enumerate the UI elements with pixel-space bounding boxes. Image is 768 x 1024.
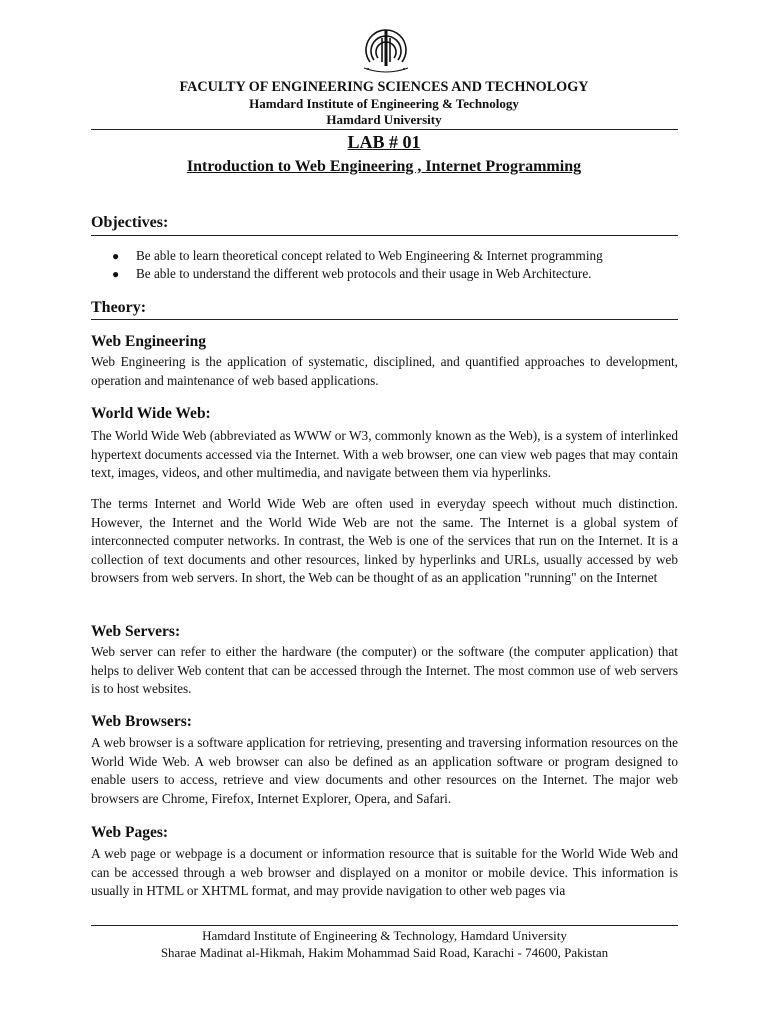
institute-heading: Hamdard Institute of Engineering & Technology [249,96,519,111]
www-paragraph-1: The World Wide Web (abbreviated as WWW or W3, commonly known as the Web), is a system of interlinked hypertext documents accessed via the Internet. With a web browser, one can view web pages that may contain text, images, videos, and other multimedia, and navigate between them via hyperlinks. [91,428,678,481]
web-browsers-text: A web browser is a software application for retrieving, presenting and traversing information resources on the World Wide Web. A web browser can also be defined as an application software or program designed to enable users to access, retrieve and view documents and other resources on the Internet. The major web browsers are Chrome, Firefox, Internet Explorer, Opera, and Safari. [91,735,678,806]
web-engineering-text: Web Engineering is the application of systematic, disciplined, and quantified approaches to development, operation and maintenance of web based applications. [91,354,678,388]
lab-title: Introduction to Web Engineering , Internet Programming [186,158,582,175]
objectives-heading: Objectives: [91,214,169,231]
theory-divider [91,319,678,320]
objective-text: Be able to understand the different web protocols and their usage in Web Architecture. [136,266,592,281]
objectives-divider [91,235,678,236]
web-servers-text: Web server can refer to either the hardware (the computer) or the software (the computer application) that helps to deliver Web content that can be accessed through the Internet. The most common use of web servers is to host websites. [91,644,678,697]
web-servers-heading: Web Servers: [91,623,181,640]
faculty-heading: FACULTY OF ENGINEERING SCIENCES AND TECHNOLOGY [179,79,589,95]
university-logo-icon [352,22,420,78]
objectives-list [112,247,678,283]
footer-line-1: Hamdard Institute of Engineering & Technology, Hamdard University [202,928,567,943]
theory-heading: Theory: [91,299,147,316]
list-item [112,247,678,265]
university-heading: Hamdard University [326,112,442,127]
web-pages-text: A web page or webpage is a document or information resource that is suitable for the World Wide Web and can be accessed through a web browser and displayed on a monitor or mobile device. This information is usually in HTML or XHTML format, and may provide navigation to other web pages via [91,846,678,899]
web-pages-heading: Web Pages: [91,824,169,841]
footer-line-2: Sharae Madinat al-Hikmah, Hakim Mohammad Said Road, Karachi - 74600, Pakistan [160,945,609,960]
web-browsers-heading: Web Browsers: [91,713,192,730]
www-paragraph-2: The terms Internet and World Wide Web are often used in everyday speech without much distinction. However, the Internet and the World Wide Web are not the same. The Internet is a global system of interconnected computer networks. In contrast, the Web is one of the services that run on the Internet. It is a collection of text documents and other resources, linked by hyperlinks and URLs, usually accessed by web browsers from web servers. In short, the Web can be thought of as an application "running" on the Internet [91,496,678,586]
header-divider [91,129,678,130]
list-item [112,265,678,283]
lab-number: LAB # 01 [347,132,421,152]
www-heading: World Wide Web: [91,405,211,422]
web-engineering-heading: Web Engineering [91,333,206,350]
objective-text: Be able to learn theoretical concept related to Web Engineering & Internet programming [136,248,603,263]
bullet-icon: ● [112,249,120,263]
footer-divider [91,925,678,926]
bullet-icon: ● [112,267,120,281]
